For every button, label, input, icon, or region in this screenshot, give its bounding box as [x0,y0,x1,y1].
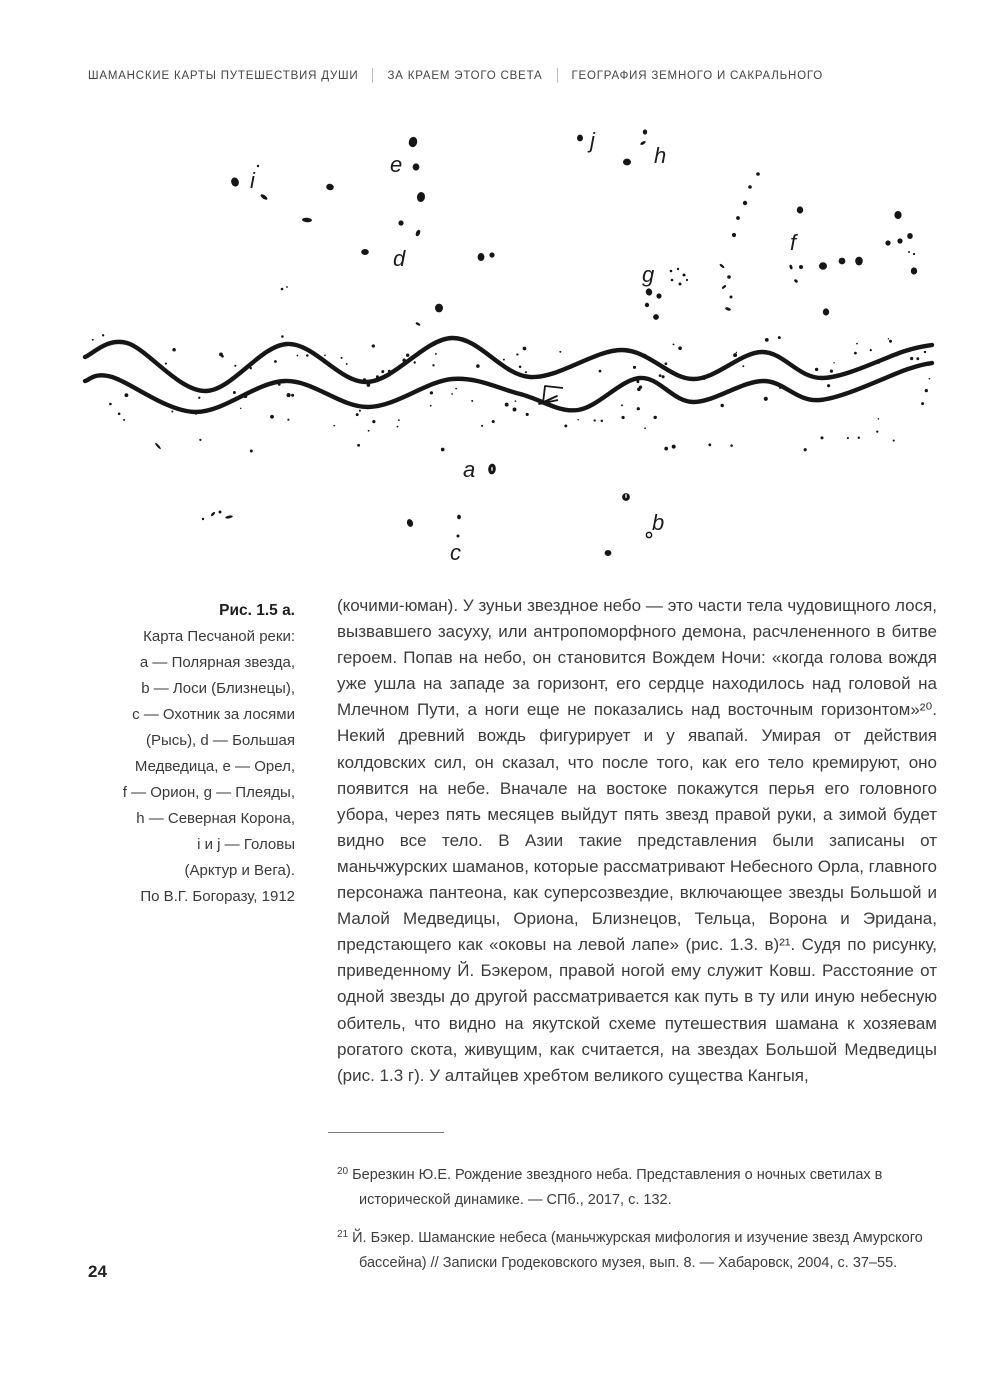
river-zigzag-mark [539,386,563,404]
sand-speck [274,360,277,363]
figure-caption-line: По В.Г. Богоразу, 1912 [140,888,295,905]
sand-speck [333,425,335,427]
sand-speck [621,404,623,406]
sand-speck [357,444,360,447]
star-dot [839,258,846,265]
figure-caption-line: Карта Песчаной реки: [143,628,295,645]
sand-speck [858,436,860,438]
sand-speck [910,357,913,360]
star-label-d: d [393,246,406,271]
star-dot [281,288,284,291]
star-dot [202,518,204,520]
star-label-h: h [654,143,667,168]
figure-caption-line: b — Лоси (Близнецы), [141,680,295,697]
sand-speck [564,424,567,427]
sand-speck [601,420,603,422]
sand-speck [888,338,889,339]
star-dot [670,270,673,273]
star-dot [823,308,829,315]
star-dot [286,286,288,288]
sand-speck [876,430,878,432]
sand-speck [430,405,432,407]
sand-speck [815,368,818,371]
star-dot [727,275,731,279]
star-dot [679,283,682,286]
sand-speck [455,388,457,390]
star-dot [743,201,747,205]
sand-speck [523,347,527,351]
star-dot [756,172,760,176]
star-dot [730,296,733,299]
page-number: 24 [88,1262,107,1281]
star-dot [577,135,583,142]
star-dot-highlight [625,494,626,498]
sand-speck [599,370,602,373]
sand-speck [708,443,711,446]
sand-speck [102,334,104,336]
figure-caption-line: (Арктур и Вега). [184,862,295,879]
header-segment-2: ЗА КРАЕМ ЭТОГО СВЕТА [387,69,543,82]
figure-caption-line: а — Полярная звезда, [139,654,295,671]
body-text: (кочими-юман). У зуньи звездное небо — это части тела чудовищного лося, вызвавшего засуху, или антропоморфного демона, расчлененного в битве героем. Попав на небо, он становится Вождем Ночи: «когда голова вождя уже ушла на западе за горизонт, его сердце находилось над головой на Млечном Пути, а ноги еще не показались над восточным горизонтом»²⁰. Некий древний вождь фигурирует и у явапай. Умирая от действия колдовских сил, он сказал, что после того, как его тело кремируют, оно появится на небе. Вначале на востоке покажутся перья его головного убора, через пять месяцев выйдут пять звезд правой руки, а зимой будет видно все тело. В Азии такие представления были записаны от маньчжурских шаманов, которые рассматривают Небесного Орла, главного персонажа пантеона, как суперсозвездие, включающее звезды Большой и Малой Медведицы, Ориона, Близнецов, Тельца, Ворона и Эридана, предстающего как «оковы на левой лапе» (рис. 1.3. в)²¹. Судя по рисунку, приведенному Й. Бэкером, правой ногой ему служит Ковш. Расстояние от одной звезды до другой рассматривается как путь в ту или иную небесную обитель, что видно на якутской схеме путешествия шамана к хозяевам рогатого скота, живущим, как считается, на звездах Большой Медведицы (рис. 1.3 г). У алтайцев хребтом великого существа Кангыя, [337,596,938,1085]
sand-speck [356,413,359,416]
sand-speck [730,444,733,447]
header-divider [372,68,373,83]
star-dot [653,314,659,320]
sand-speck [287,419,289,421]
sand-speck [346,363,348,365]
sand-speck [764,397,768,401]
sand-speck [432,364,434,366]
sand-speck [123,419,125,421]
sand-speck [492,420,495,423]
sand-speck [519,366,522,369]
sand-speck [198,397,200,399]
sand-speck [678,346,682,350]
sand-speck [359,410,361,412]
sand-speck [397,426,399,428]
star-dot [623,159,631,166]
sand-speck [240,408,241,409]
sand-speck [847,437,849,439]
river-upper-bank [85,338,932,391]
sand-speck [765,338,769,342]
star-dot [408,136,419,148]
sand-speck [398,419,400,421]
star-dot [908,251,910,253]
header-segment-3: ГЕОГРАФИЯ ЗЕМНОГО И САКРАЛЬНОГО [571,69,823,82]
star-dot [478,253,485,261]
sand-speck [856,343,858,345]
sand-speck [830,369,833,372]
sand-speck [633,366,636,369]
footnotes [337,1163,937,1289]
footnote-text: Й. Бэкер. Шаманские небеса (маньчжурская мифология и изучение звезд Амурского бассейна) // Записки Гродековского музея, вып. 8. — Хабаровск, 2004, с. 37–55. [352,1230,923,1271]
sand-speck [372,344,375,347]
sand-speck [893,440,895,442]
sand-speck [665,362,668,365]
star-dot [683,274,686,277]
sand-speck [870,349,872,351]
star-dot [605,550,612,556]
sand-speck [430,391,433,394]
star-dot [736,216,740,220]
sand-speck [165,363,167,365]
star-dot [225,515,233,519]
star-dot [361,249,369,255]
star-dot [671,279,674,282]
star-dot [797,206,803,213]
star-dot [257,165,259,167]
star-dot [907,233,913,239]
star-dot-highlight [491,467,492,471]
star-dot [894,211,901,219]
figure-caption-title: Рис. 1.5 а. [219,602,295,619]
sand-speck [833,362,834,363]
sand-speck [221,355,224,358]
sand-speck [476,364,480,368]
sand-speck [742,365,744,367]
star-map-figure [60,100,960,580]
footnote-20 [337,1163,937,1212]
sand-speck [637,407,640,410]
figure-caption [80,598,295,910]
sand-speck [659,374,662,377]
sand-speck [594,419,596,421]
sand-speck [281,335,284,338]
star-dot [789,264,793,269]
star-dot [855,257,863,266]
sand-speck [124,393,128,397]
star-dot [913,253,915,255]
sand-speck [324,355,326,357]
sand-speck [118,412,121,415]
sand-speck [451,393,453,395]
running-header [88,68,823,83]
star-dot [677,268,679,270]
sand-speck [733,353,737,357]
sand-speck [199,439,201,441]
sand-speck [406,354,409,357]
figure-caption-line: с — Охотник за лосями [132,706,295,723]
sand-speck [471,400,473,402]
star-label-i: i [250,168,255,193]
sand-speck [924,351,926,353]
sand-speck [234,365,236,367]
sand-speck [854,352,857,355]
sand-speck [233,391,236,394]
header-segment-1: ШАМАНСКИЕ КАРТЫ ПУТЕШЕСТВИЯ ДУШИ [88,69,359,82]
sand-speck [503,359,505,361]
figure-caption-line: Медведица, е — Орел, [134,758,295,775]
figure-caption-line: i и j — Головы [197,836,295,853]
sand-speck [672,445,676,449]
figure-caption-line: h — Северная Корона, [136,810,295,827]
star-dot [406,518,414,528]
star-dot [748,185,752,189]
star-dot [457,515,461,520]
sand-speck [720,404,723,407]
star-dot [885,240,890,245]
sand-speck [441,448,445,452]
sand-speck [340,357,342,359]
sand-speck [515,400,517,402]
star-dot [725,307,732,312]
star-dot [656,293,661,298]
star-dot [219,511,222,514]
sand-speck [644,427,646,429]
sand-speck [804,448,807,451]
star-dot [489,252,494,257]
sand-speck [306,354,309,357]
sand-speck [878,418,880,420]
sand-speck [778,336,781,339]
star-dot [643,129,647,134]
star-dot [415,322,421,327]
sand-speck [171,411,173,413]
sand-speck [109,403,112,406]
sand-speck [525,371,527,373]
sand-speck [435,353,437,355]
star-dot [645,303,649,307]
star-dot [721,284,726,289]
sand-speck [664,447,668,451]
sand-speck [368,430,370,432]
footnote-text: Березкин Ю.Е. Рождение звездного неба. Представления о ночных светилах в исторической динамике. — СПб., 2017, с. 132. [352,1167,883,1208]
star-dot [686,279,688,281]
sand-speck [925,389,928,392]
star-dot [210,511,215,516]
star-dot [732,233,736,237]
sand-speck [291,394,294,397]
sand-speck [92,339,94,341]
sand-speck [413,361,415,363]
star-label-c: c [450,540,461,565]
sand-speck [636,380,639,383]
star-dot [260,193,269,201]
sand-speck [673,343,675,345]
header-divider [557,68,558,83]
sand-speck [653,416,656,419]
star-dot [230,176,240,187]
star-label-g: g [642,262,655,287]
footnote-marker: 21 [337,1229,349,1241]
sand-speck [637,387,641,391]
star-ring [646,532,651,537]
sand-speck [270,415,274,419]
sand-speck [287,393,291,397]
star-dot [794,279,799,284]
sand-speck [526,413,529,416]
star-label-e: e [390,152,403,177]
star-dot [819,262,827,270]
sand-speck [889,340,892,343]
sand-speck [662,375,665,378]
footnote-divider [328,1132,444,1133]
star-dot [799,265,803,269]
star-label-a: a [463,457,476,482]
footnote-21 [337,1226,937,1275]
figure-caption-line: (Рысь), d — Большая [145,732,295,749]
figure-caption-lines [80,624,295,910]
star-dot [719,263,725,269]
figure-caption-line: f — Орион, g — Плеяды, [122,784,295,801]
star-dot [457,535,460,538]
sand-speck [516,353,518,355]
sand-speck [250,450,253,453]
sand-speck [622,416,625,419]
star-label-f: f [790,230,797,255]
sand-speck [916,357,919,360]
sand-speck [821,436,824,439]
star-dot [155,442,162,449]
star-dot [326,183,335,191]
sand-speck [929,378,931,380]
star-dot [640,140,647,145]
star-dot [435,304,443,313]
sand-speck [827,384,830,387]
sand-speck [577,419,579,421]
star-dot [415,229,421,237]
sand-speck [381,370,384,373]
sand-speck [172,348,176,352]
star-label-j: j [590,128,595,153]
sand-speck [921,402,924,405]
sand-speck [513,408,517,412]
sand-speck [736,352,737,353]
star-dot [398,220,403,225]
star-dot [302,217,312,222]
star-dot [416,191,426,202]
sand-speck [481,425,483,427]
sand-speck [296,355,298,357]
footnote-marker: 20 [337,1166,349,1177]
star-dot [413,163,420,170]
sand-speck [505,403,509,407]
sand-speck [559,351,561,353]
star-dot [897,238,902,243]
sand-speck [372,420,375,423]
star-dot [645,288,653,297]
star-dot [911,267,917,274]
star-label-b: b [652,510,665,535]
